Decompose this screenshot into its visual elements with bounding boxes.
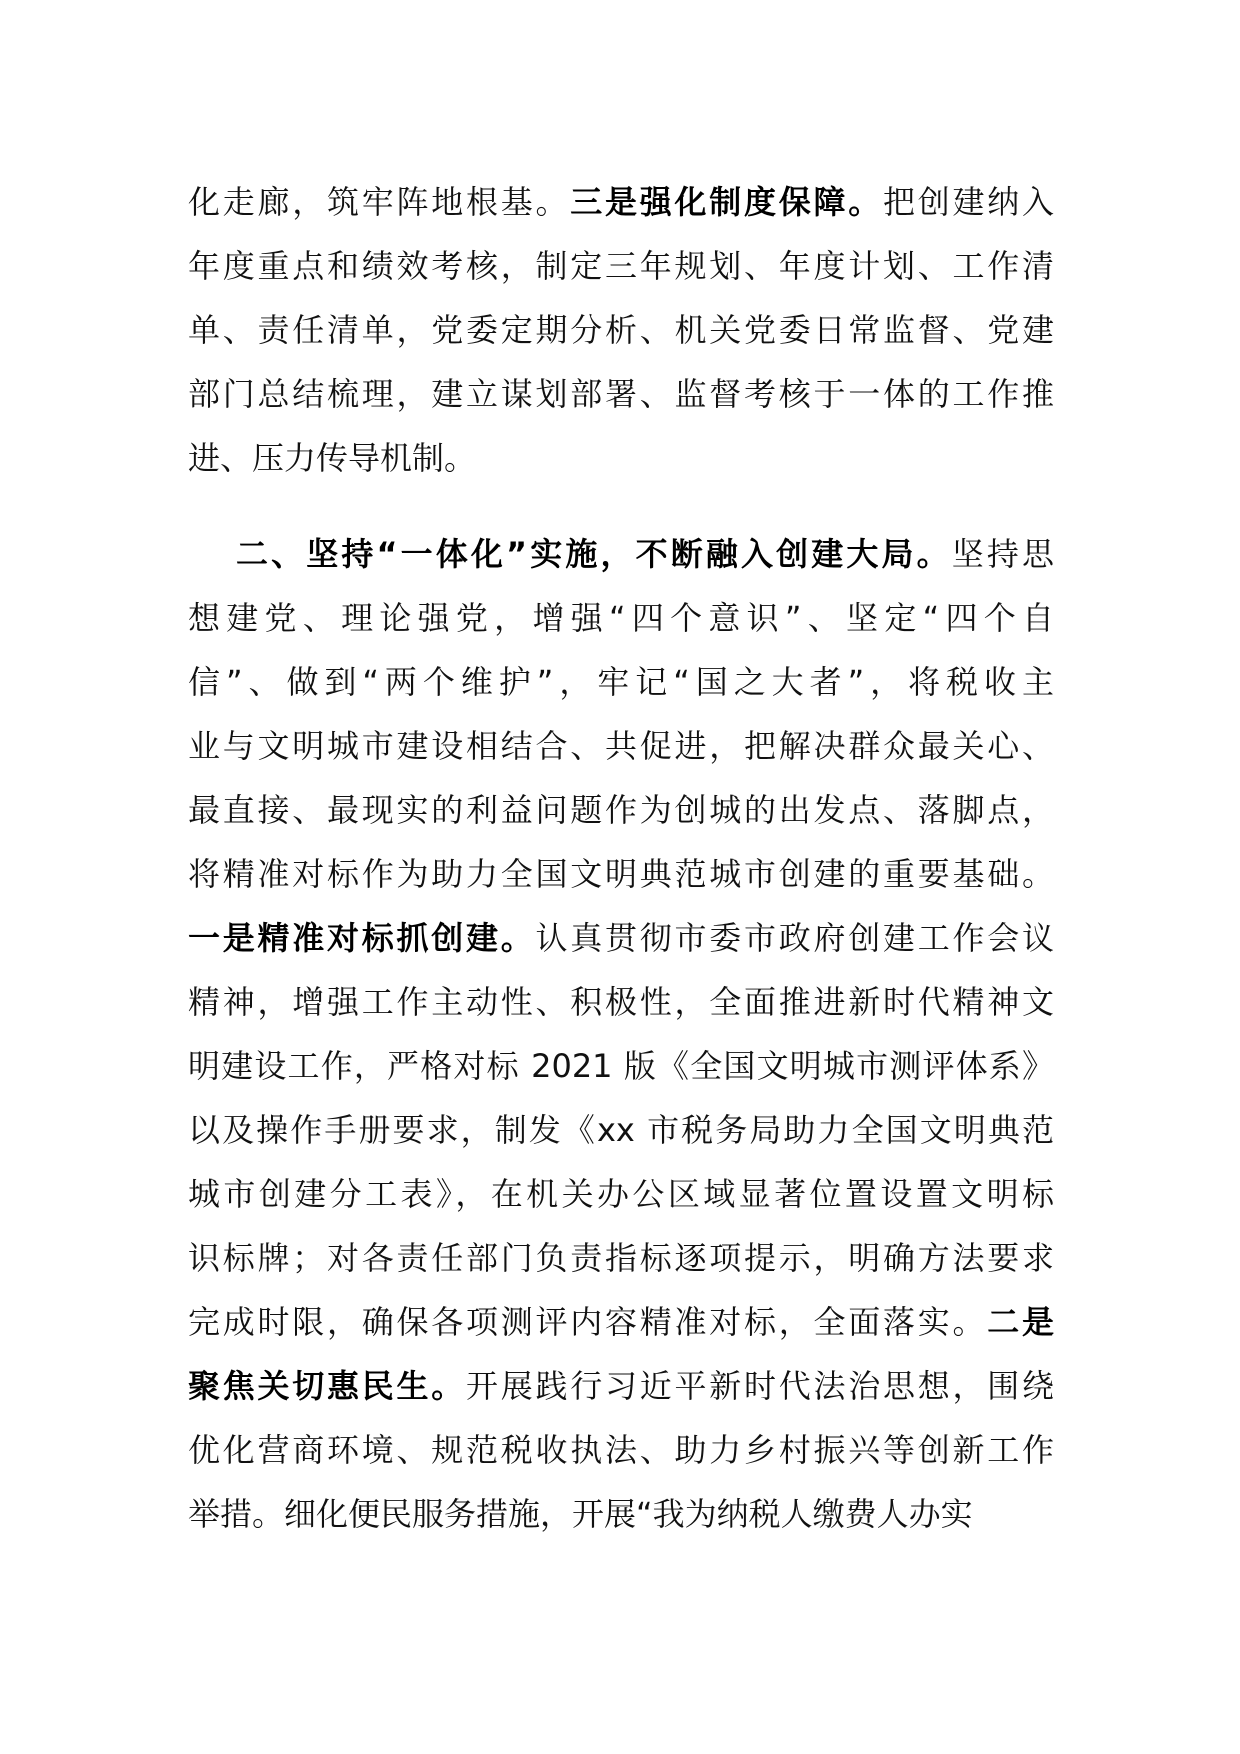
text-line (188, 1290, 1054, 1354)
text-line (188, 714, 1054, 778)
text-segment: 年度重点和绩效考核，制定三年规划、年度计划、工作清 (188, 247, 1054, 285)
text-segment: 最直接、最现实的利益问题作为创城的出发点、落脚点， (188, 791, 1054, 829)
text-segment: 化走廊，筑牢阵地根基。 (188, 183, 571, 221)
text-line (188, 1162, 1054, 1226)
text-segment: 明建设工作，严格对标 2021 版《全国文明城市测评体系》 (188, 1047, 1054, 1085)
bold-text-segment: 一是精准对标抓创建。 (188, 919, 536, 957)
text-line (188, 426, 1054, 490)
text-line (188, 650, 1054, 714)
text-line (188, 842, 1054, 906)
text-segment: 信”、做到“两个维护”，牢记“国之大者”，将税收主 (188, 663, 1054, 701)
text-line (188, 906, 1054, 970)
bold-text-segment: 二是 (987, 1303, 1054, 1341)
text-segment: 认真贯彻市委市政府创建工作会议 (535, 919, 1054, 957)
text-segment: 坚持思 (951, 535, 1054, 573)
bold-text-segment: 二、坚持“一体化”实施，不断融入创建大局。 (236, 535, 952, 573)
text-segment: 进、压力传导机制。 (188, 439, 477, 477)
text-line (188, 1226, 1054, 1290)
text-segment: 业与文明城市建设相结合、共促进，把解决群众最关心、 (188, 727, 1054, 765)
text-line (188, 170, 1054, 234)
text-line (188, 1482, 1054, 1546)
text-line (188, 298, 1054, 362)
text-line (188, 234, 1054, 298)
text-line (188, 1354, 1054, 1418)
text-segment: 想建党、理论强党，增强“四个意识”、坚定“四个自 (188, 599, 1054, 637)
text-line (188, 1098, 1054, 1162)
text-segment: 把创建纳入 (882, 183, 1054, 221)
text-line (188, 1418, 1054, 1482)
text-segment: 以及操作手册要求，制发《xx 市税务局助力全国文明典范 (188, 1111, 1054, 1149)
text-segment: 优化营商环境、规范税收执法、助力乡村振兴等创新工作 (188, 1431, 1054, 1469)
paragraph-1 (188, 170, 1054, 490)
text-segment: 精神，增强工作主动性、积极性，全面推进新时代精神文 (188, 983, 1054, 1021)
text-segment: 开展践行习近平新时代法治思想，围绕 (466, 1367, 1054, 1405)
text-line (188, 522, 1054, 586)
bold-text-segment: 聚焦关切惠民生。 (188, 1367, 466, 1405)
text-line (188, 1034, 1054, 1098)
text-line (188, 778, 1054, 842)
text-line (188, 970, 1054, 1034)
text-segment: 识标牌；对各责任部门负责指标逐项提示，明确方法要求 (188, 1239, 1054, 1277)
text-segment: 完成时限，确保各项测评内容精准对标，全面落实。 (188, 1303, 988, 1341)
bold-text-segment: 三是强化制度保障。 (570, 183, 883, 221)
paragraph-2 (188, 522, 1054, 1546)
text-line (188, 586, 1054, 650)
text-segment: 将精准对标作为助力全国文明典范城市创建的重要基础。 (188, 855, 1054, 893)
text-segment: 部门总结梳理，建立谋划部署、监督考核于一体的工作推 (188, 375, 1054, 413)
text-segment: 举措。细化便民服务措施，开展“我为纳税人缴费人办实 (188, 1495, 973, 1533)
text-segment: 单、责任清单，党委定期分析、机关党委日常监督、党建 (188, 311, 1054, 349)
text-line (188, 362, 1054, 426)
text-segment: 城市创建分工表》，在机关办公区域显著位置设置文明标 (188, 1175, 1054, 1213)
